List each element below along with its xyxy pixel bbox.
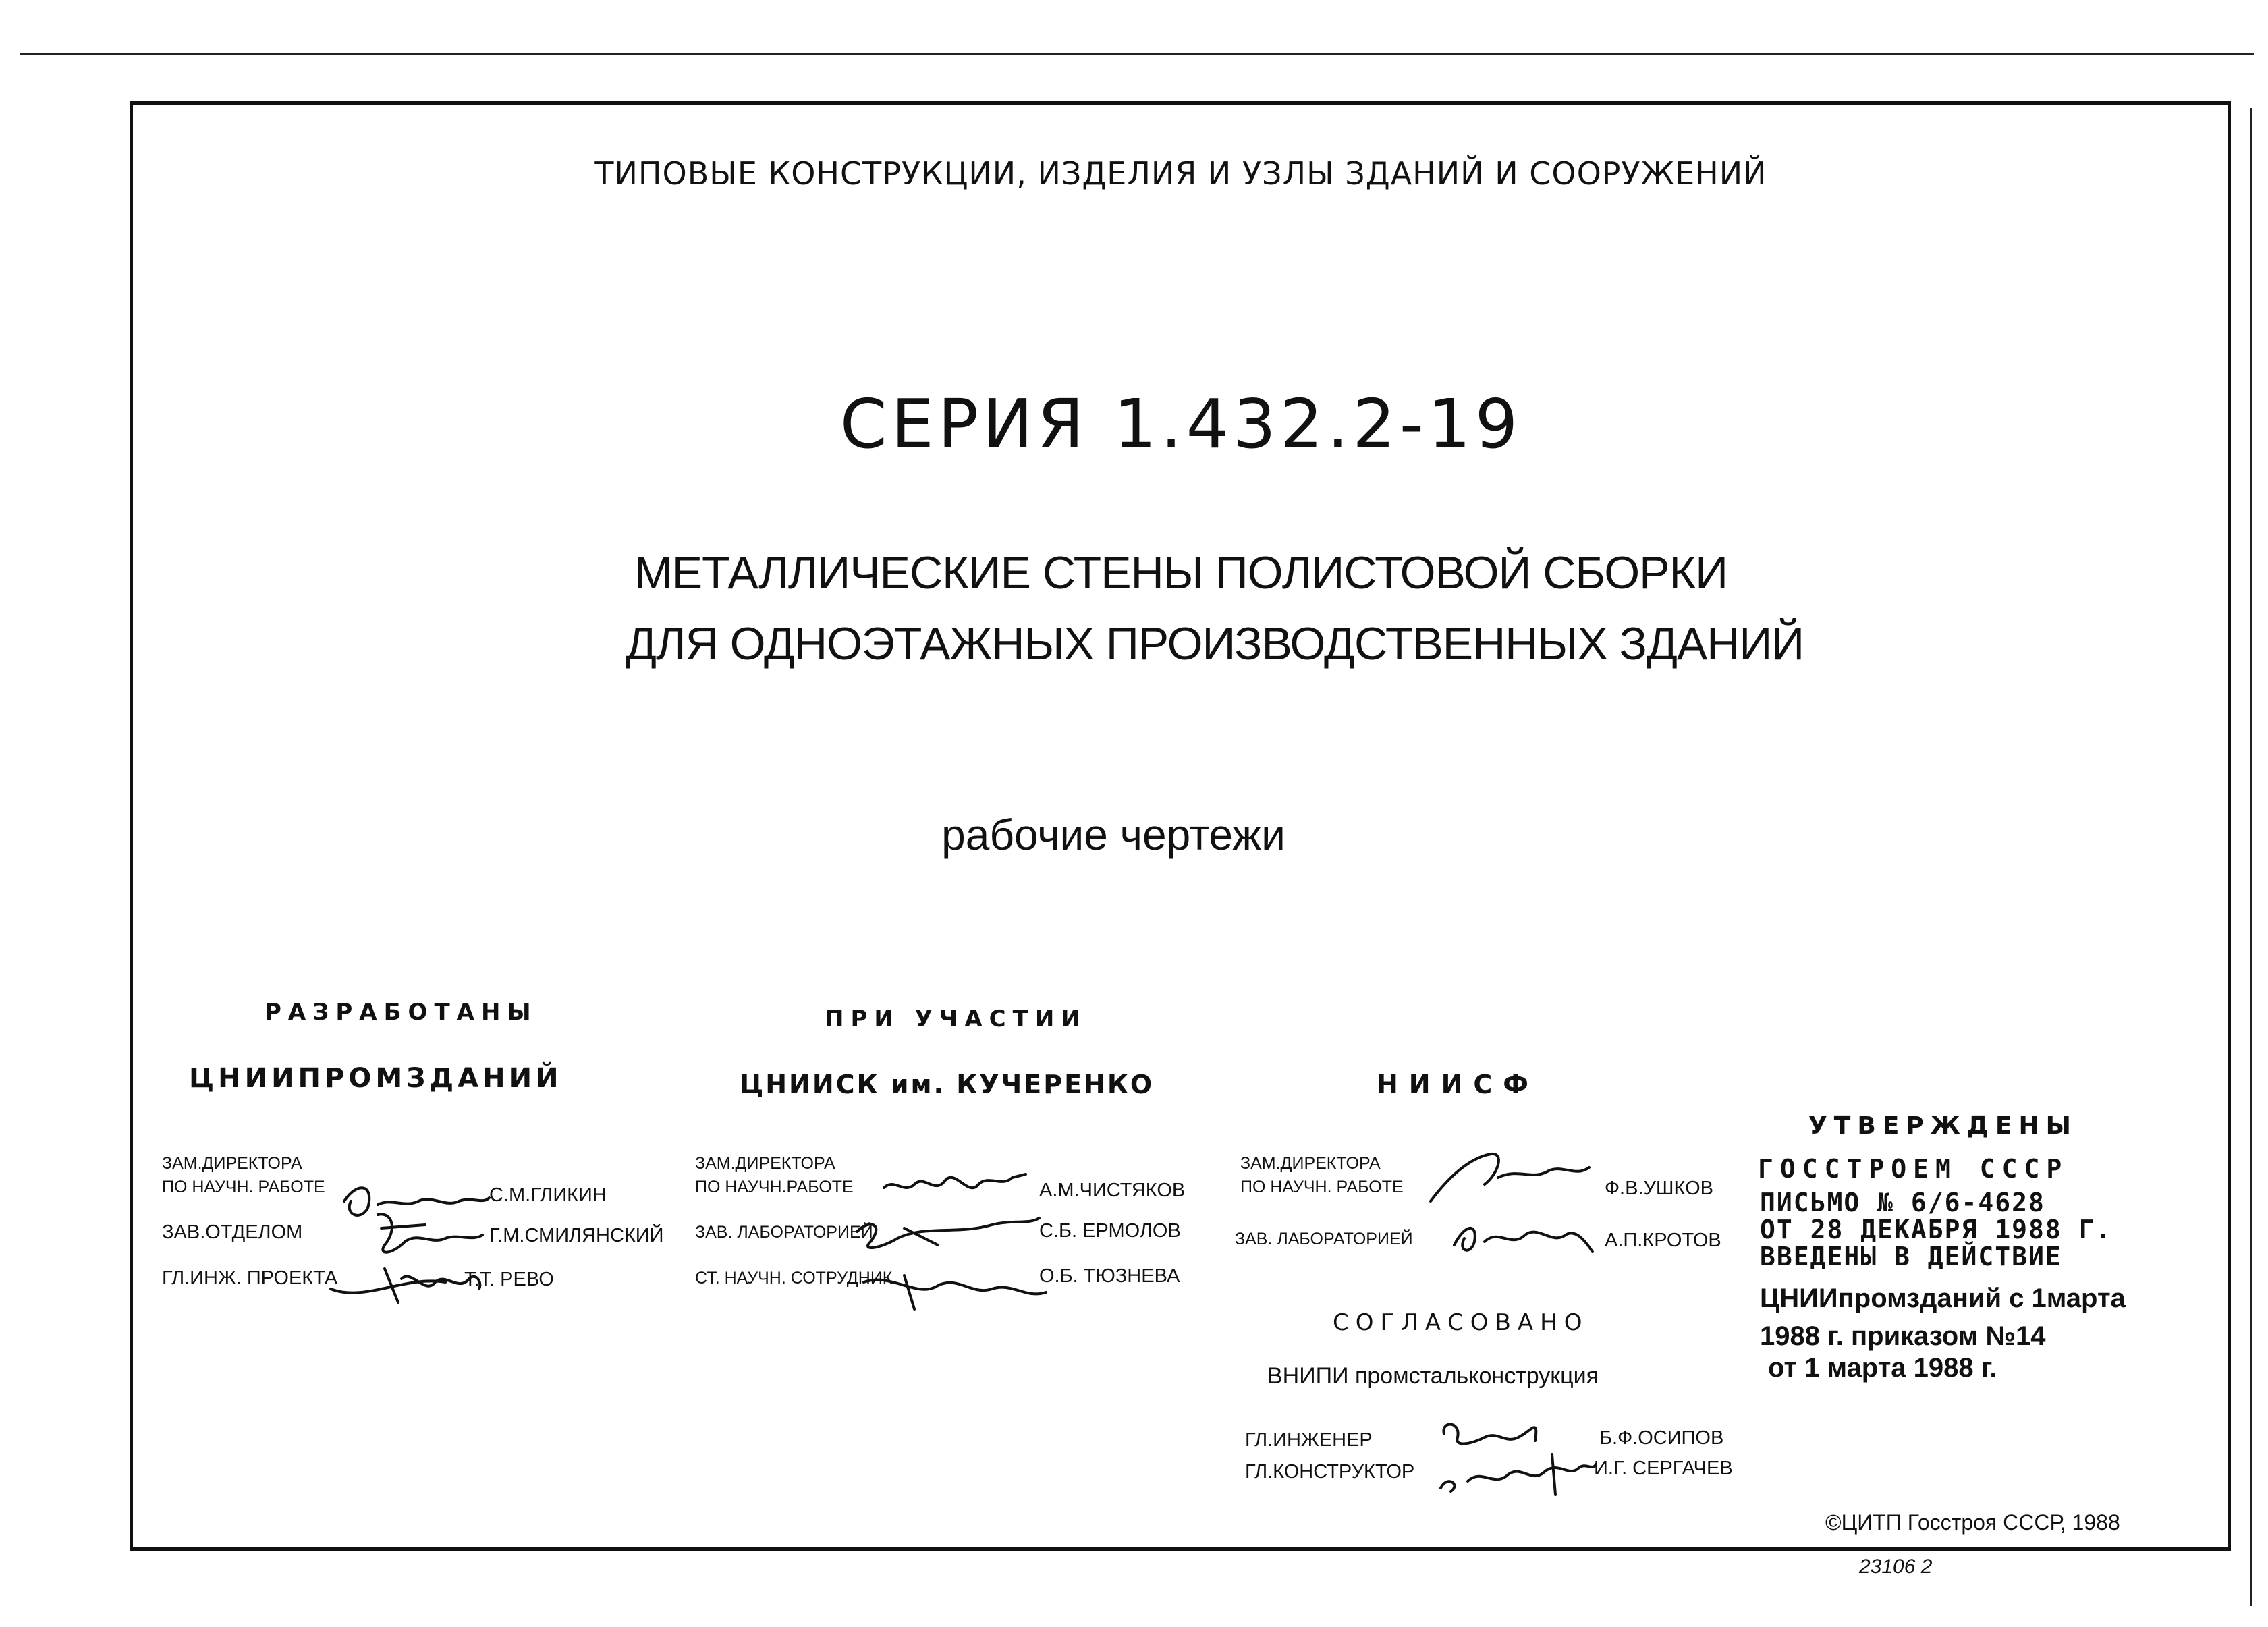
agreed-name-1: Б.Ф.ОСИПОВ bbox=[1599, 1427, 1724, 1449]
signature-ushkov bbox=[1424, 1147, 1599, 1208]
signature-chistyakov bbox=[877, 1161, 1032, 1208]
participation-position-2: ЗАВ. ЛАБОРАТОРИЕЙ bbox=[695, 1223, 873, 1242]
developed-position-3: ГЛ.ИНЖ. ПРОЕКТА bbox=[162, 1267, 338, 1289]
developed-org: ЦНИИПРОМЗДАНИЙ bbox=[189, 1063, 563, 1094]
participation-name-1: А.М.ЧИСТЯКОВ bbox=[1039, 1180, 1186, 1201]
participation-name-3: О.Б. ТЮЗНЕВА bbox=[1039, 1265, 1180, 1287]
signature-sergachev bbox=[1431, 1447, 1599, 1501]
signature-ermolov bbox=[843, 1205, 1046, 1259]
participation-name-2: С.Б. ЕРМОЛОВ bbox=[1039, 1220, 1181, 1242]
signature-krotov bbox=[1444, 1211, 1599, 1265]
participation-position-1b: ПО НАУЧН.РАБОТЕ bbox=[695, 1178, 854, 1196]
approved-line-7: от 1 марта 1988 г. bbox=[1768, 1353, 1997, 1383]
copyright: ©ЦИТП Госстроя СССР, 1988 bbox=[1825, 1510, 2120, 1535]
title-line-2: ДЛЯ ОДНОЭТАЖНЫХ ПРОИЗВОДСТВЕННЫХ ЗДАНИЙ bbox=[625, 618, 1804, 669]
working-drawings-subtitle: рабочие чертежи bbox=[941, 810, 1285, 859]
participation-org: ЦНИИСК им. КУЧЕРЕНКО bbox=[740, 1070, 1155, 1099]
approved-line-3: ОТ 28 ДЕКАБРЯ 1988 Г. bbox=[1760, 1215, 2113, 1244]
agreed-position-1: ГЛ.ИНЖЕНЕР bbox=[1245, 1429, 1373, 1451]
approved-line-6: 1988 г. приказом №14 bbox=[1760, 1321, 2046, 1351]
developed-name-2: Г.М.СМИЛЯНСКИЙ bbox=[489, 1225, 664, 1246]
header-title: ТИПОВЫЕ КОНСТРУКЦИИ, ИЗДЕЛИЯ И УЗЛЫ ЗДАНИЙ И СООРУЖЕНИЙ bbox=[594, 155, 1767, 192]
developed-name-3: Т.Т. РЕВО bbox=[464, 1269, 554, 1290]
signature-tyuzneva bbox=[850, 1262, 1053, 1316]
agreed-heading: СОГЛАСОВАНО bbox=[1333, 1309, 1589, 1336]
niisf-position-2: ЗАВ. ЛАБОРАТОРИЕЙ bbox=[1235, 1230, 1413, 1248]
niisf-name-2: А.П.КРОТОВ bbox=[1605, 1230, 1721, 1251]
agreed-org: ВНИПИ промстальконструкция bbox=[1267, 1363, 1599, 1389]
developed-position-1: ЗАМ.ДИРЕКТОРА bbox=[162, 1154, 302, 1173]
bottom-code: 23106 2 bbox=[1859, 1555, 1933, 1578]
signature-revo bbox=[324, 1255, 486, 1309]
participation-heading: ПРИ УЧАСТИИ bbox=[825, 1005, 1087, 1032]
series-number: СЕРИЯ 1.432.2-19 bbox=[839, 385, 1522, 464]
niisf-position-1b: ПО НАУЧН. РАБОТЕ bbox=[1240, 1178, 1404, 1196]
niisf-org: НИИСФ bbox=[1377, 1070, 1539, 1099]
developed-heading: РАЗРАБОТАНЫ bbox=[265, 999, 538, 1026]
agreed-position-2: ГЛ.КОНСТРУКТОР bbox=[1245, 1461, 1415, 1483]
niisf-position-1: ЗАМ.ДИРЕКТОРА bbox=[1240, 1154, 1381, 1173]
developed-position-2: ЗАВ.ОТДЕЛОМ bbox=[162, 1221, 303, 1243]
approved-line-5: ЦНИИпромзданий с 1марта bbox=[1760, 1284, 2126, 1313]
approved-line-2: ПИСЬМО № 6/6-4628 bbox=[1760, 1188, 2045, 1217]
title-line-1: МЕТАЛЛИЧЕСКИЕ СТЕНЫ ПОЛИСТОВОЙ СБОРКИ bbox=[634, 547, 1727, 599]
right-border-line bbox=[2250, 108, 2252, 1606]
approved-line-4: ВВЕДЕНЫ В ДЕЙСТВИЕ bbox=[1760, 1242, 2062, 1271]
agreed-name-2: И.Г. СЕРГАЧЕВ bbox=[1594, 1458, 1733, 1479]
signature-smilyansky bbox=[364, 1208, 486, 1262]
approved-heading: УТВЕРЖДЕНЫ bbox=[1808, 1112, 2078, 1140]
developed-name-1: С.М.ГЛИКИН bbox=[489, 1184, 607, 1206]
niisf-name-1: Ф.В.УШКОВ bbox=[1605, 1178, 1713, 1199]
participation-position-1: ЗАМ.ДИРЕКТОРА bbox=[695, 1154, 835, 1173]
participation-position-3: СТ. НАУЧН. СОТРУДНИК bbox=[695, 1269, 893, 1288]
developed-position-1b: ПО НАУЧН. РАБОТЕ bbox=[162, 1178, 325, 1196]
top-border-line bbox=[20, 53, 2254, 55]
approved-line-1: ГОССТРОЕМ СССР bbox=[1758, 1154, 2069, 1184]
